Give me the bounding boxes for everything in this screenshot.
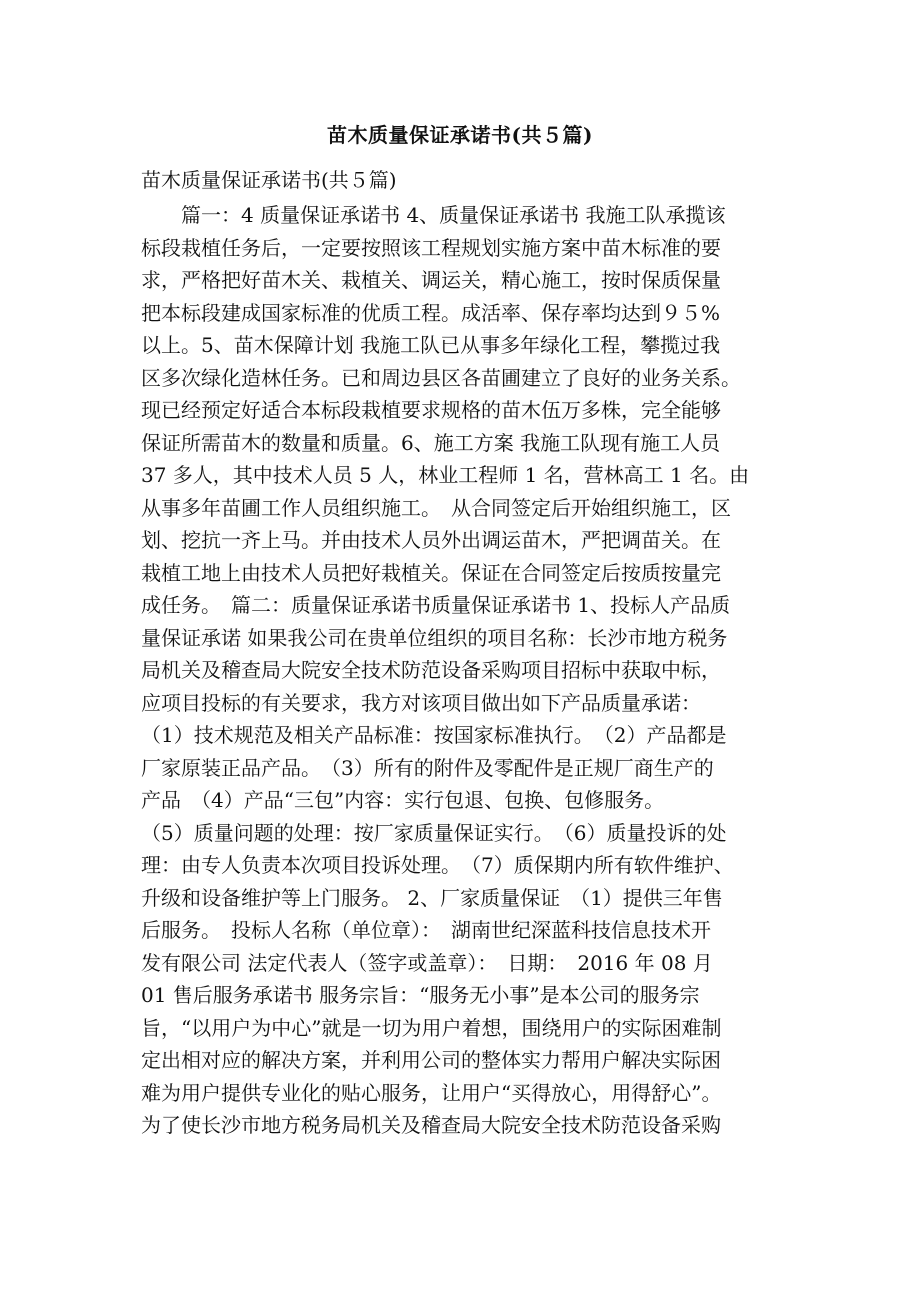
body-text-line: 产品 （4）产品“三包”内容：实行包退、包换、包修服务。 <box>141 788 665 812</box>
body-text-line: 求，严格把好苗木关、栽植关、调运关，精心施工，按时保质保量 <box>141 268 721 292</box>
document-body <box>141 199 781 1142</box>
body-text-line: 定出相对应的解决方案，并利用公司的整体实力帮用户解决实际困 <box>141 1048 721 1072</box>
body-text-line: 区多次绿化造林任务。已和周边县区各苗圃建立了良好的业务关系。 <box>141 365 741 390</box>
body-text-line: 栽植工地上由技术人员把好栽植关。保证在合同签定后按质按量完 <box>141 560 721 585</box>
body-text-line: （5）质量问题的处理：按厂家质量保证实行。 （6）质量投诉的处 <box>141 820 727 845</box>
body-text-line: （1）技术规范及相关产品标准：按国家标准执行。 （2）产品都是 <box>141 723 727 747</box>
body-text-line: 37 多人，其中技术人员 5 人，林业工程师 1 名，营林高工 1 名。由 <box>141 463 750 487</box>
body-text-line: 现已经预定好适合本标段栽植要求规格的苗木伍万多株，完全能够 <box>141 398 721 422</box>
body-text-line: 理：由专人负责本次项目投诉处理。 （7）质保期内所有软件维护、 <box>141 853 734 877</box>
body-text-line: 划、挖抗一齐上马。并由技术人员外出调运苗木，严把调苗关。在 <box>141 528 721 552</box>
body-text-line: 保证所需苗木的数量和质量。6、施工方案 我施工队现有施工人员 <box>141 430 721 455</box>
body-text-line: 篇一：4 质量保证承诺书 4、质量保证承诺书 我施工队承揽该 <box>141 203 726 227</box>
body-text-line: 从事多年苗圃工作人员组织施工。 从合同签定后开始组织施工，区 <box>141 495 731 520</box>
body-text-line: 为了使长沙市地方税务局机关及稽查局大院安全技术防范设备采购 <box>141 1113 721 1137</box>
body-text-line: 标段栽植任务后，一定要按照该工程规划实施方案中苗木标准的要 <box>141 235 721 260</box>
body-text-line: 把本标段建成国家标准的优质工程。成活率、保存率均达到９５% <box>141 300 721 325</box>
body-text-line: 难为用户提供专业化的贴心服务，让用户“买得放心，用得舒心”。 <box>141 1080 722 1105</box>
body-text-line: 升级和设备维护等上门服务。 2、厂家质量保证 （1）提供三年售 <box>141 885 723 910</box>
body-text-line: 应项目投标的有关要求，我方对该项目做出如下产品质量承诺： <box>141 690 701 715</box>
body-text-line: 01 售后服务承诺书 服务宗旨：“服务无小事”是本公司的服务宗 <box>141 983 700 1007</box>
body-text-line: 旨，“以用户为中心”就是一切为用户着想，围绕用户的实际困难制 <box>141 1015 722 1040</box>
body-text-line: 厂家原装正品产品。 （3）所有的附件及零配件是正规厂商生产的 <box>141 755 714 780</box>
body-text-line: 后服务。 投标人名称（单位章）： 湖南世纪深蓝科技信息技术开 <box>141 918 711 942</box>
document-subtitle: 苗木质量保证承诺书(共５篇) <box>141 168 397 192</box>
body-text-line: 发有限公司 法定代表人（签字或盖章）： 日期： 2016 年 08 月 <box>141 950 713 975</box>
body-text-line: 以上。5、苗木保障计划 我施工队已从事多年绿化工程，攀揽过我 <box>141 333 721 357</box>
body-text-line: 成任务。 篇二：质量保证承诺书质量保证承诺书 1、投标人产品质 <box>141 593 731 617</box>
body-text-line: 局机关及稽查局大院安全技术防范设备采购项目招标中获取中标， <box>141 658 721 682</box>
body-text-line: 量保证承诺 如果我公司在贵单位组织的项目名称：长沙市地方税务 <box>141 625 728 650</box>
document-title: 苗木质量保证承诺书(共５篇) <box>327 123 593 147</box>
